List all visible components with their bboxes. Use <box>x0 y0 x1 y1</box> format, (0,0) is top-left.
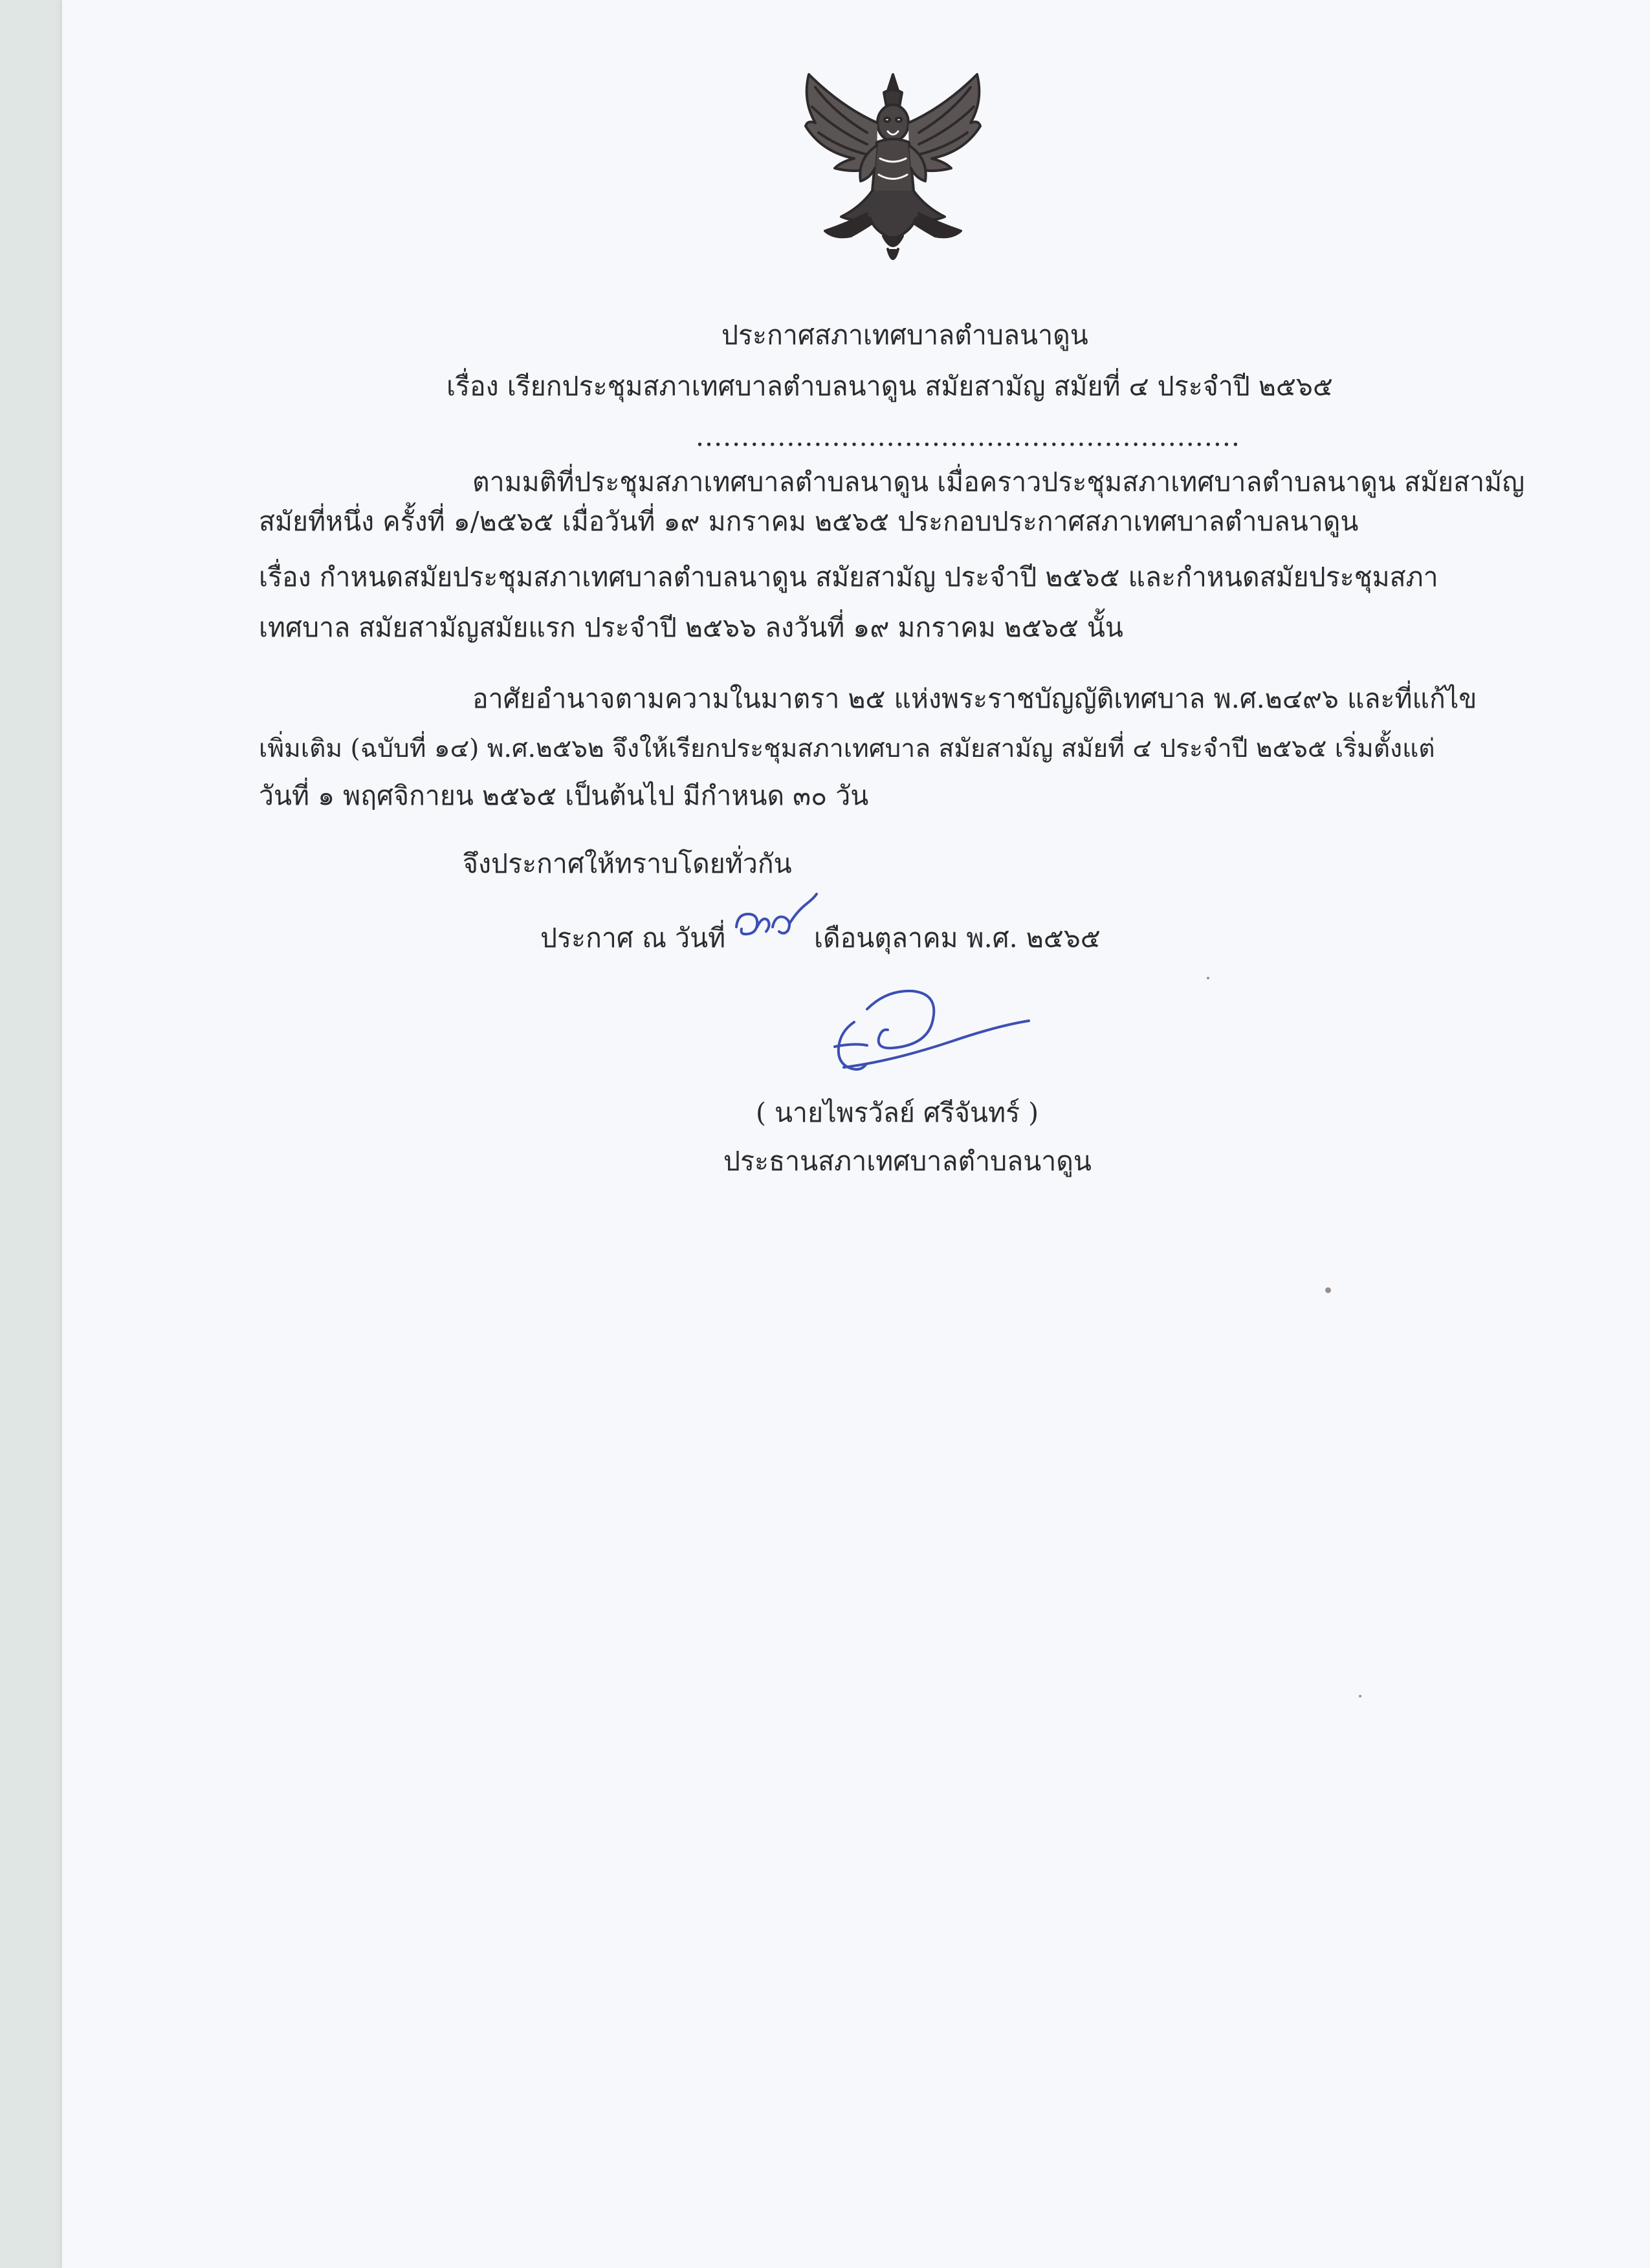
paragraph1-line3: เรื่อง กำหนดสมัยประชุมสภาเทศบาลตำบลนาดูน สมัยสามัญ ประจำปี ๒๕๖๕ และกำหนดสมัยประชุมสภา <box>259 562 1438 593</box>
garuda-emblem-icon <box>796 61 990 275</box>
date-prefix: ประกาศ ณ วันที่ <box>540 922 726 954</box>
paper-speck <box>1359 1695 1361 1697</box>
signatory-position: ประธานสภาเทศบาลตำบลนาดูน <box>723 1146 1092 1177</box>
paragraph1-line4: เทศบาล สมัยสามัญสมัยแรก ประจำปี ๒๕๖๖ ลงวันที่ ๑๙ มกราคม ๒๕๖๕ นั้น <box>259 612 1123 643</box>
announcement-title: ประกาศสภาเทศบาลตำบลนาดูน <box>721 320 1088 351</box>
date-suffix: เดือนตุลาคม พ.ศ. ๒๕๖๕ <box>814 922 1101 954</box>
announcement-subject: เรื่อง เรียกประชุมสภาเทศบาลตำบลนาดูน สมัยสามัญ สมัยที่ ๔ ประจำปี ๒๕๖๕ <box>446 371 1333 402</box>
paragraph1-line2: สมัยที่หนึ่ง ครั้งที่ ๑/๒๕๖๕ เมื่อวันที่ ๑๙ มกราคม ๒๕๖๕ ประกอบประกาศสภาเทศบาลตำบลนาดูน <box>259 506 1359 537</box>
paragraph2-line3: วันที่ ๑ พฤศจิกายน ๒๕๖๕ เป็นต้นไป มีกำหนด ๓๐ วัน <box>259 780 869 811</box>
handwritten-signature <box>815 983 1035 1093</box>
handwritten-day <box>730 891 820 950</box>
closing-statement: จึงประกาศให้ทราบโดยทั่วกัน <box>463 848 792 879</box>
paragraph1-line1: ตามมติที่ประชุมสภาเทศบาลตำบลนาดูน เมื่อคราวประชุมสภาเทศบาลตำบลนาดูน สมัยสามัญ <box>472 466 1525 497</box>
paragraph2-line2: เพิ่มเติม (ฉบับที่ ๑๔) พ.ศ.๒๕๖๒ จึงให้เรียกประชุมสภาเทศบาล สมัยสามัญ สมัยที่ ๔ ประจำปี ๒๕๖๕ เริ่มตั้งแต่ <box>259 734 1435 763</box>
signatory-name: ( นายไพรวัลย์ ศรีจันทร์ ) <box>756 1097 1039 1128</box>
separator-line: ............................................................ <box>696 421 1240 452</box>
paper-speck <box>1325 1287 1331 1293</box>
paragraph2-line1: อาศัยอำนาจตามความในมาตรา ๒๕ แห่งพระราชบัญญัติเทศบาล พ.ศ.๒๔๙๖ และที่แก้ไข <box>472 683 1477 714</box>
paper-speck <box>1207 977 1209 979</box>
